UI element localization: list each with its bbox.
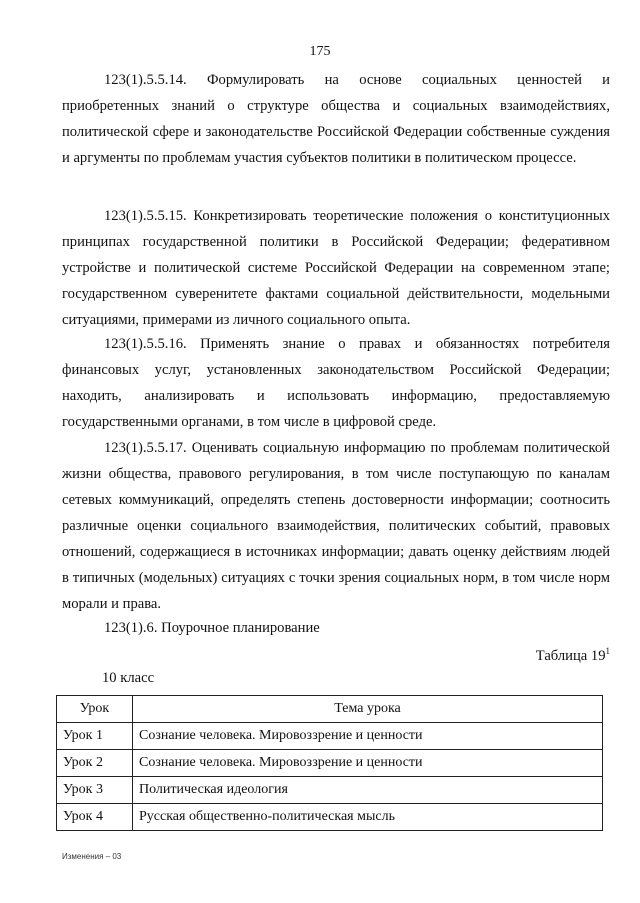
column-header-lesson: Урок (57, 696, 133, 723)
lesson-cell: Урок 1 (57, 723, 133, 750)
lesson-plan-table (56, 695, 603, 831)
topic-cell: Русская общественно-политическая мысль (133, 804, 603, 831)
section-heading: 123(1).6. Поурочное планирование (104, 620, 320, 636)
paragraph: 123(1).5.5.16. Применять знание о правах и обязанностях потребителя финансовых услуг, установленных законодательством Российской Федерации; находить, анализировать и использовать информацию, предоставляемую государственными органами, в том числе в цифровой среде. (62, 336, 610, 430)
paragraph: 123(1).5.5.17. Оценивать социальную информацию по проблемам политической жизни общества, правового регулирования, в том числе поступающую по каналам сетевых коммуникаций, определять степень достоверности информации; соотносить различные оценки социального взаимодействия, политических событий, правовых отношений, содержащиеся в источниках информации; давать оценку действиям людей в типичных (модельных) ситуациях с точки зрения социальных норм, в том числе норм морали и права. (62, 440, 610, 612)
table-caption-text: Таблица 19 (535, 647, 606, 664)
topic-cell: Политическая идеология (133, 777, 603, 804)
table-row (57, 750, 603, 777)
page-number: 175 (309, 44, 331, 59)
grade-label: 10 класс (102, 670, 155, 686)
topic-cell: Сознание человека. Мировоззрение и ценности (133, 723, 603, 750)
table-row (57, 723, 603, 750)
lesson-cell: Урок 4 (57, 804, 133, 831)
lesson-cell: Урок 3 (57, 777, 133, 804)
column-header-topic: Тема урока (133, 696, 603, 723)
paragraph: 123(1).5.5.15. Конкретизировать теоретические положения о конституционных принципах государственной политики в Российской Федерации; федеративном устройстве и политической системе Российской Федерации на современном этапе; государственном суверенитете фактами социальной действительности, модельными ситуациями, примерами из личного социального опыта. (62, 208, 610, 328)
table-row (57, 804, 603, 831)
topic-cell: Сознание человека. Мировоззрение и ценности (133, 750, 603, 777)
footnote-marker: 1 (605, 646, 610, 656)
table-header-row (57, 696, 603, 723)
lesson-cell: Урок 2 (57, 750, 133, 777)
table-row (57, 777, 603, 804)
table-caption (536, 646, 610, 665)
paragraph: 123(1).5.5.14. Формулировать на основе социальных ценностей и приобретенных знаний о структуре общества и социальных взаимодействиях, политической сфере и законодательстве Российской Федерации собственные суждения и аргументы по проблемам участия субъектов политики в политическом процессе. (62, 72, 610, 166)
footer-note: Изменения – 03 (62, 852, 122, 861)
